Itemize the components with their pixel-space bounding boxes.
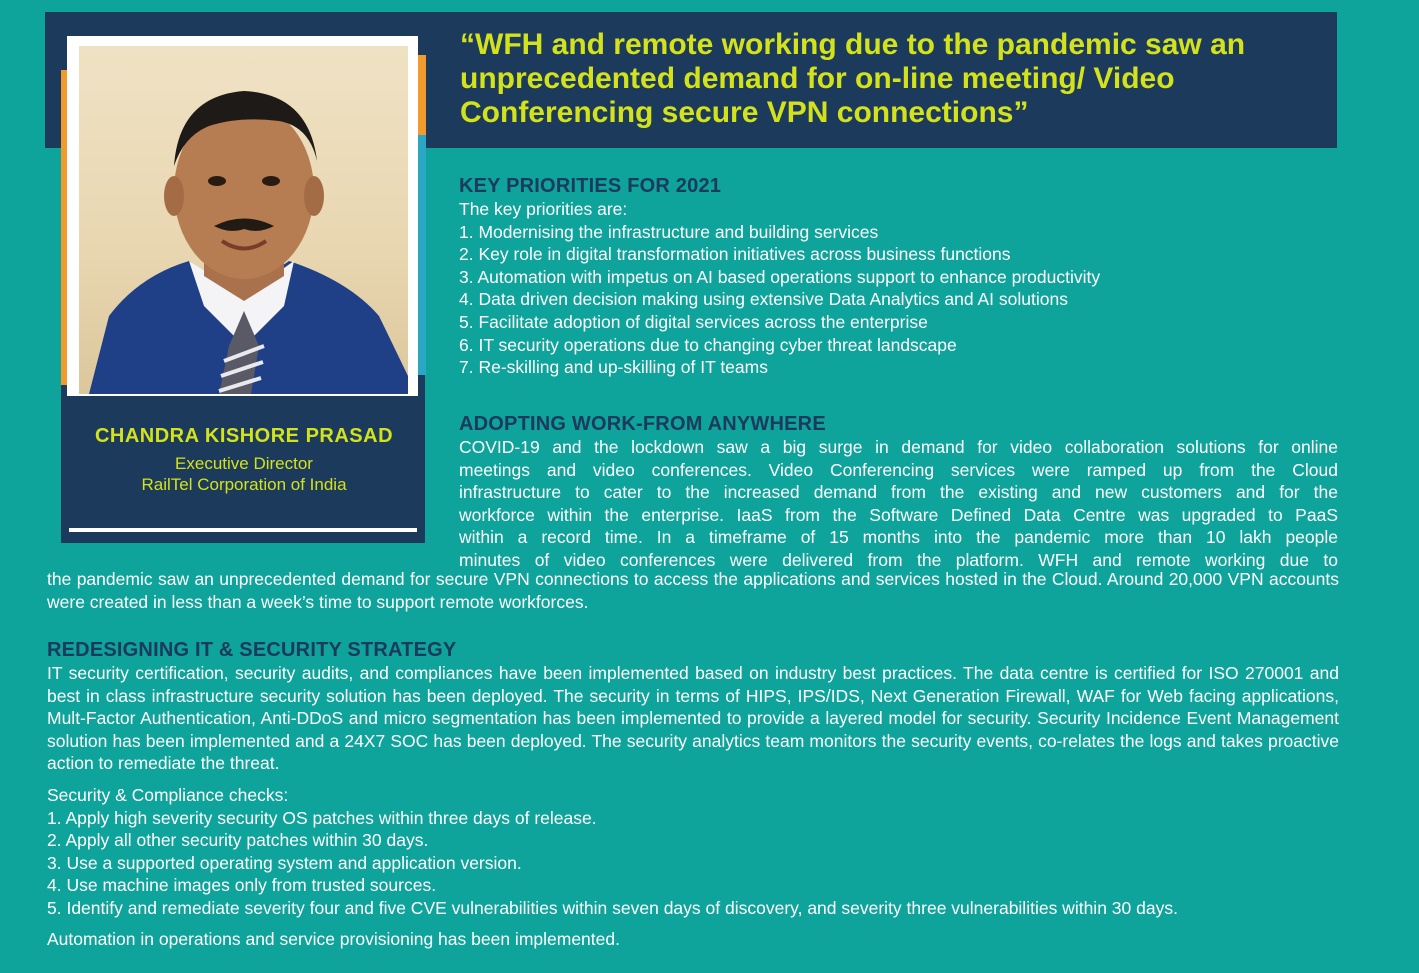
wfa-continuation-text: the pandemic saw an unprecedented demand for secure VPN connections to access the applications and services hosted in the Cloud. Around 20,000 VPN accounts were created in less than a week’s time to support remote workforces. bbox=[47, 569, 1339, 612]
wfa-line: workforce within the enterprise. IaaS from the Software Defined Data Centre was upgraded to PaaS bbox=[459, 504, 1338, 525]
wfa-line: infrastructure to cater to the increased demand from the existing and new customers and for the bbox=[459, 482, 1338, 503]
priorities-list bbox=[459, 221, 1339, 379]
list-item: 5. Identify and remediate severity four and five CVE vulnerabilities within seven days of discovery, and severity three vulnerabilities within 30 days. bbox=[47, 897, 1178, 918]
checks-intro: Security & Compliance checks: bbox=[47, 785, 289, 805]
list-item: 2. Key role in digital transformation initiatives across business functions bbox=[459, 244, 1011, 265]
wfa-line: minutes of video conferences were delivered from the platform. WFH and remote working due to bbox=[459, 549, 1338, 570]
compliance-checks bbox=[47, 784, 1339, 920]
list-item: 3. Automation with impetus on AI based operations support to enhance productivity bbox=[459, 266, 1101, 287]
closing-text: Automation in operations and service provisioning has been implemented. bbox=[47, 929, 620, 949]
list-item: 1. Modernising the infrastructure and building services bbox=[459, 221, 879, 242]
priorities-section bbox=[459, 198, 1339, 379]
pull-quote: “WFH and remote working due to the pandemic saw an unprecedented demand for on-line meeting/ Video Conferencing secure VPN connections” bbox=[460, 28, 1246, 129]
list-item: 7. Re-skilling and up-skilling of IT teams bbox=[459, 357, 768, 378]
person-credit bbox=[69, 425, 419, 495]
list-item: 1. Apply high severity security OS patches within three days of release. bbox=[47, 807, 597, 828]
security-section bbox=[47, 662, 1339, 775]
list-item: 6. IT security operations due to changing cyber threat landscape bbox=[459, 334, 957, 355]
wfa-line: COVID-19 and the lockdown saw a big surge in demand for video collaboration solutions for online bbox=[459, 437, 1338, 457]
priorities-intro: The key priorities are: bbox=[459, 199, 628, 219]
security-paragraph: IT security certification, security audits, and compliances have been implemented based on industry best practices. The data centre is certified for ISO 270001 and best in class infrastructure security solution has been deployed. The security in terms of HIPS, IPS/IDS, Next Generation Firewall, WAF for Web facing applications, Mult-Factor Authentication, Anti-DDoS and micro segmentation has been implemented to provide a layered model for security. Security Incidence Event Management solution has been implemented and a 24X7 SOC has been deployed. The security analytics team monitors the security events, co-relates the logs and takes proactive action to remediate the threat. bbox=[47, 663, 1339, 774]
wfa-line: meetings and video conferences. Video Conferencing services were ramped up from the Cloud bbox=[459, 459, 1338, 480]
wfa-continuation bbox=[47, 568, 1339, 613]
list-item: 4. Data driven decision making using extensive Data Analytics and AI solutions bbox=[459, 289, 1068, 310]
card-divider bbox=[69, 528, 417, 532]
closing-line bbox=[47, 928, 1339, 951]
security-heading: REDESIGNING IT & SECURITY STRATEGY bbox=[47, 639, 457, 661]
list-item: 2. Apply all other security patches within 30 days. bbox=[47, 830, 429, 851]
person-name: CHANDRA KISHORE PRASAD bbox=[94, 425, 394, 447]
wfa-line: within a record time. In a timeframe of 15 months into the pandemic more than 10 lakh people bbox=[459, 527, 1338, 548]
wfa-heading: ADOPTING WORK-FROM ANYWHERE bbox=[459, 413, 826, 435]
person-organization: RailTel Corporation of India bbox=[141, 475, 347, 494]
priorities-heading: KEY PRIORITIES FOR 2021 bbox=[459, 175, 722, 197]
list-item: 5. Facilitate adoption of digital services across the enterprise bbox=[459, 311, 928, 332]
person-role: Executive Director bbox=[175, 454, 313, 473]
wfa-paragraph bbox=[459, 436, 1338, 572]
list-item: 3. Use a supported operating system and application version. bbox=[47, 852, 522, 873]
checks-list bbox=[47, 807, 1339, 920]
portrait-photo bbox=[79, 46, 408, 394]
list-item: 4. Use machine images only from trusted sources. bbox=[47, 875, 437, 896]
